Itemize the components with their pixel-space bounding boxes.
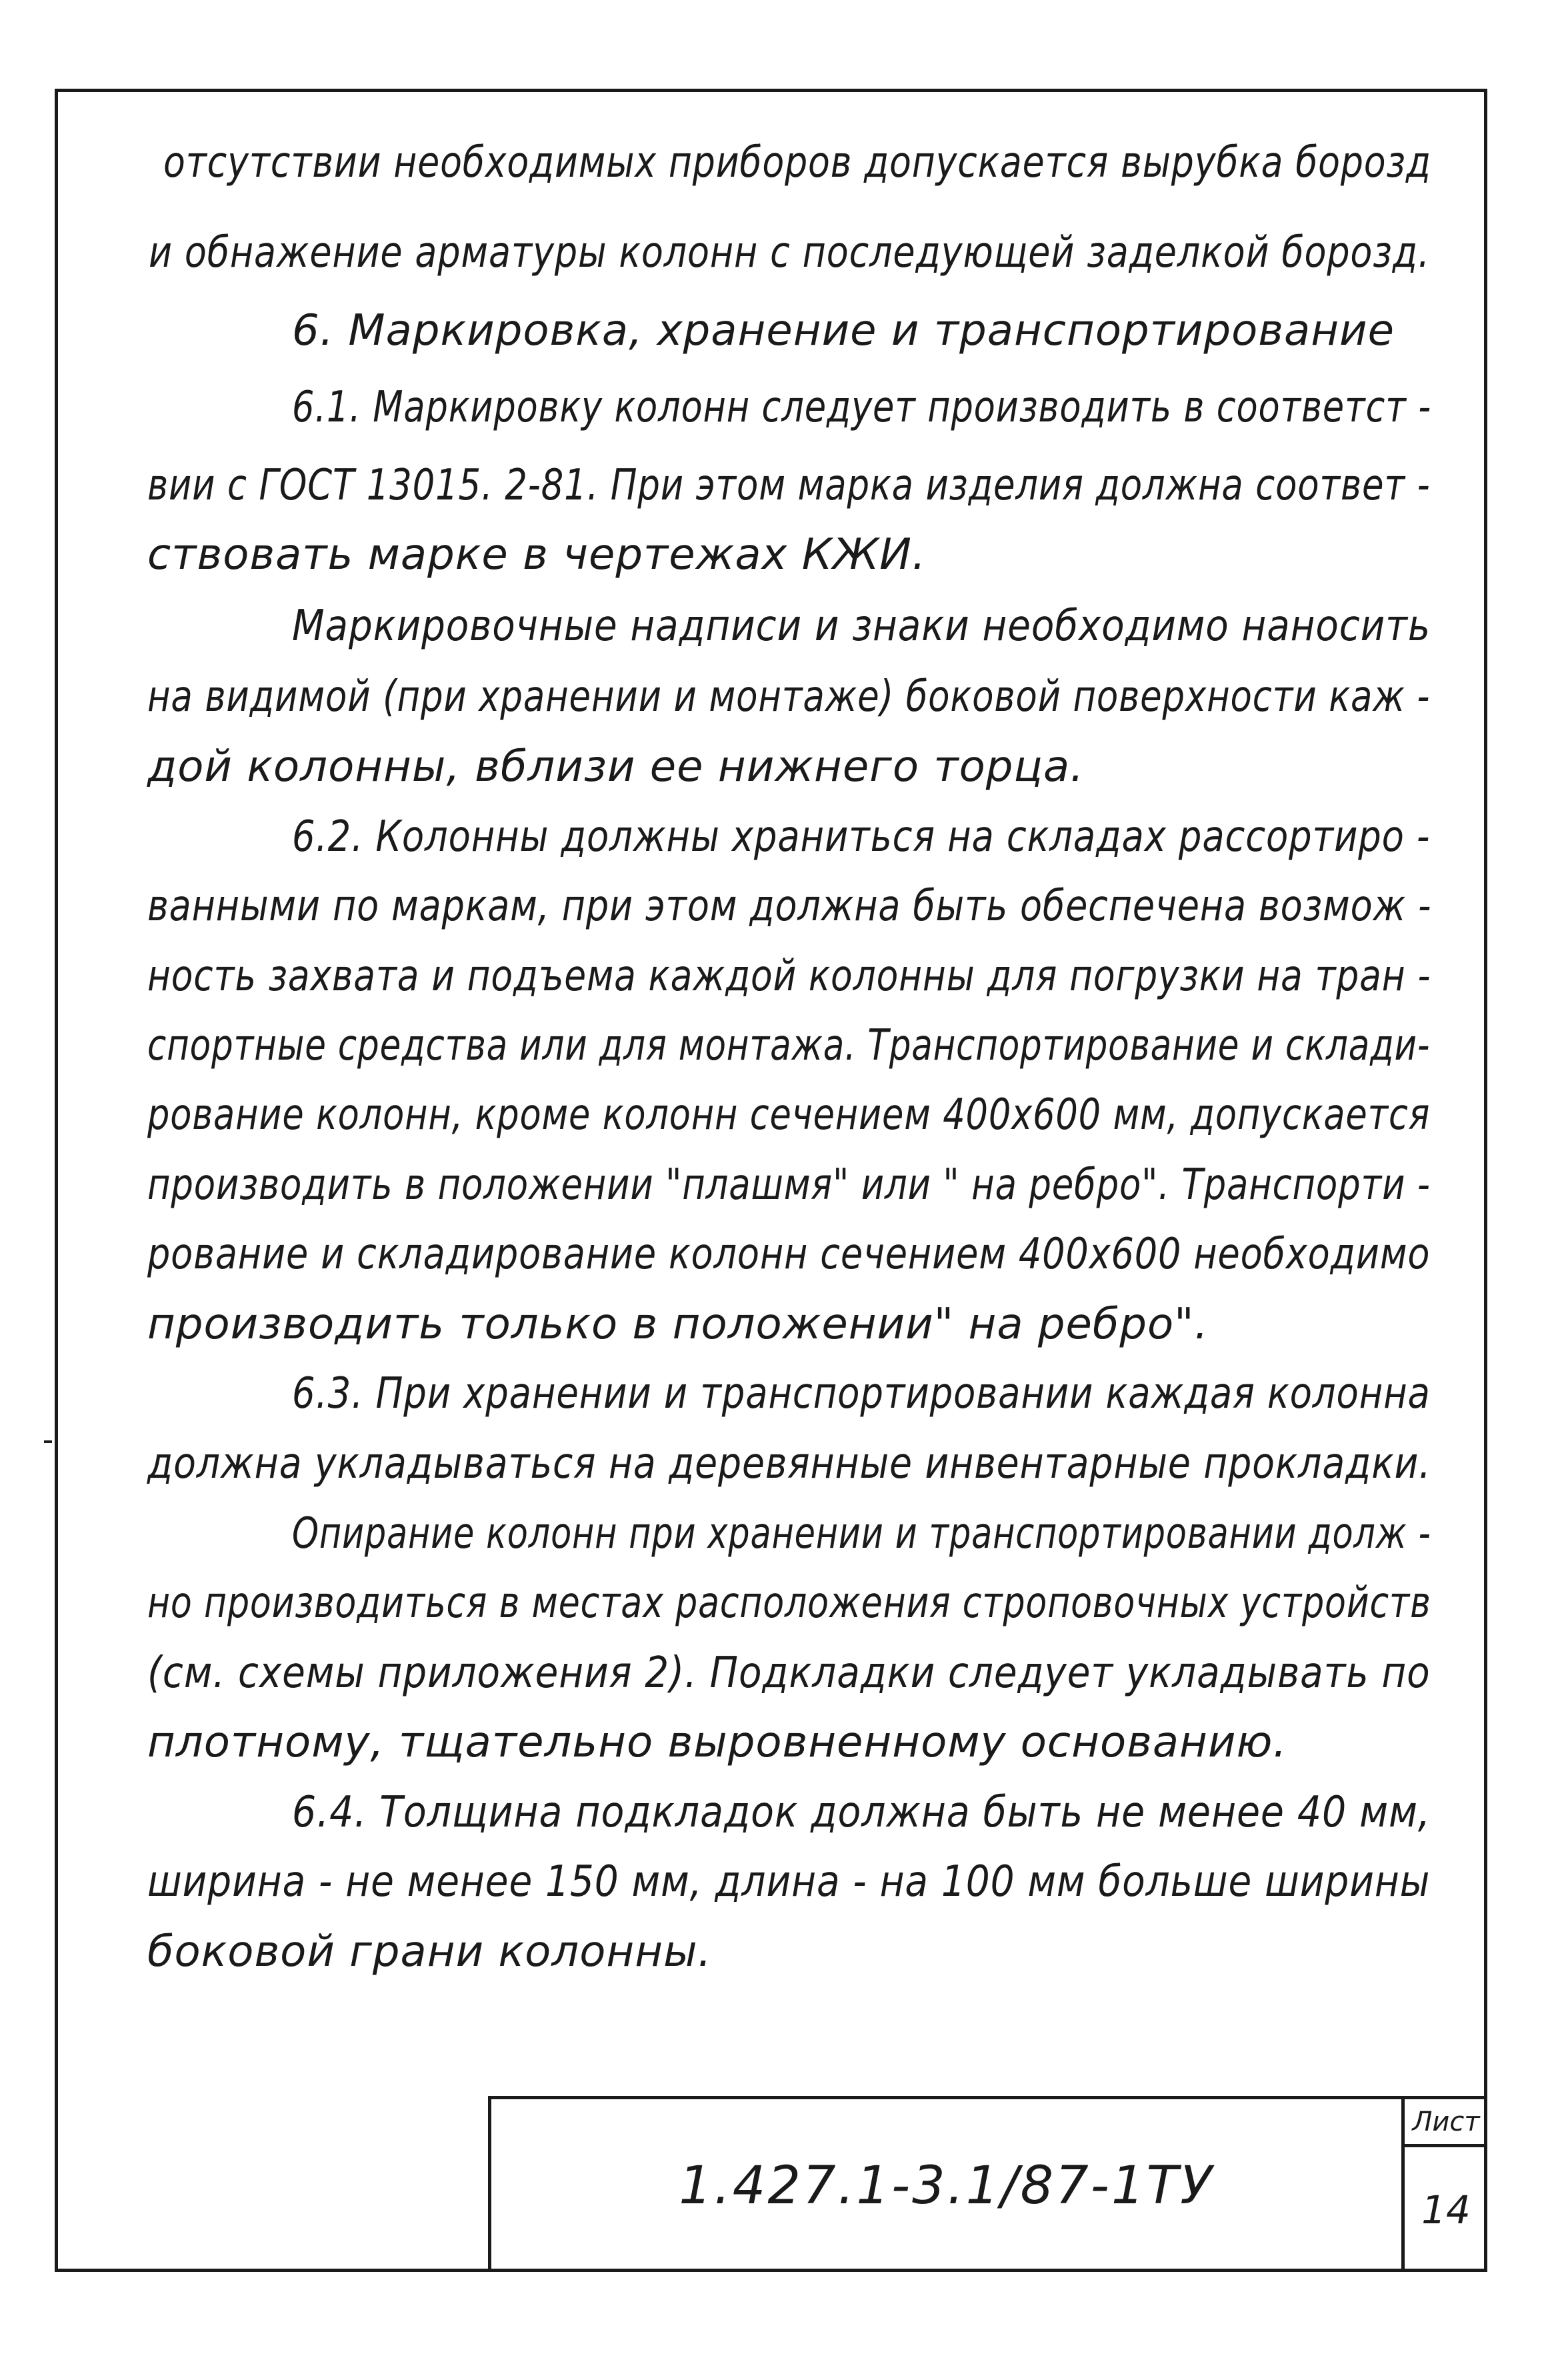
text-line-5: вии с ГОСТ 13015. 2-81. При этом марка изделия должна соответ - [147, 461, 1431, 511]
text-line-15: производить в положении "плашмя" или " на ребро". Транспорти - [147, 1160, 1431, 1210]
document-code: 1.427.1-3.1/87-1ТУ [679, 2155, 1214, 2216]
text-line-21: но производиться в местах расположения строповочных устройств [147, 1578, 1431, 1628]
text-line-25: ширина - не менее 150 мм, длина - на 100 мм больше ширины [147, 1857, 1431, 1907]
text-line-26: боковой грани колонны. [147, 1927, 712, 1977]
sheet-number: 14 [1421, 2187, 1471, 2233]
text-line-13: спортные средства или для монтажа. Транспортирование и склади- [147, 1021, 1431, 1071]
text-line-2: и обнажение арматуры колонн с последующей заделкой борозд. [149, 227, 1430, 277]
text-line-17: производить только в положении" на ребро". [147, 1299, 1209, 1349]
text-line-6: ствовать марке в чертежах КЖИ. [147, 530, 927, 580]
text-line-14: рование колонн, кроме колонн сечением 400x600 мм, допускается [147, 1090, 1431, 1140]
text-line-1: отсутствии необходимых приборов допускается вырубка борозд [163, 138, 1431, 187]
text-line-9: дой колонны, вблизи ее нижнего торца. [147, 742, 1085, 792]
text-line-22: (см. схемы приложения 2). Подкладки следует укладывать по [147, 1648, 1431, 1698]
text-line-16: рование и складирование колонн сечением 400x600 необходимо [147, 1230, 1431, 1280]
drawing-frame [55, 89, 1487, 2272]
margin-tick-mark [44, 1440, 52, 1443]
text-line-4: 6.1. Маркировку колонн следует производить в соответст - [292, 382, 1432, 432]
text-line-7: Маркировочные надписи и знаки необходимо наносить [292, 602, 1431, 652]
text-line-19: должна укладываться на деревянные инвентарные прокладки. [147, 1438, 1431, 1488]
text-line-23: плотному, тщательно выровненному основанию. [147, 1718, 1287, 1768]
sheet-label: Лист [1405, 2099, 1487, 2147]
text-line-18: 6.3. При хранении и транспортировании каждая колонна [292, 1369, 1431, 1419]
section-heading: 6. Маркировка, хранение и транспортирование [292, 306, 1395, 355]
text-line-10: 6.2. Колонны должны храниться на складах рассортиро - [292, 812, 1431, 862]
text-line-8: на видимой (при хранении и монтаже) боковой поверхности каж - [147, 672, 1431, 722]
text-line-12: ность захвата и подъема каждой колонны для погрузки на тран - [147, 951, 1431, 1001]
text-line-11: ванными по маркам, при этом должна быть обеспечена возмож - [147, 882, 1432, 932]
text-line-24: 6.4. Толщина подкладок должна быть не менее 40 мм, [292, 1787, 1431, 1837]
text-line-20: Опирание колонн при хранении и транспортировании долж - [292, 1508, 1431, 1558]
